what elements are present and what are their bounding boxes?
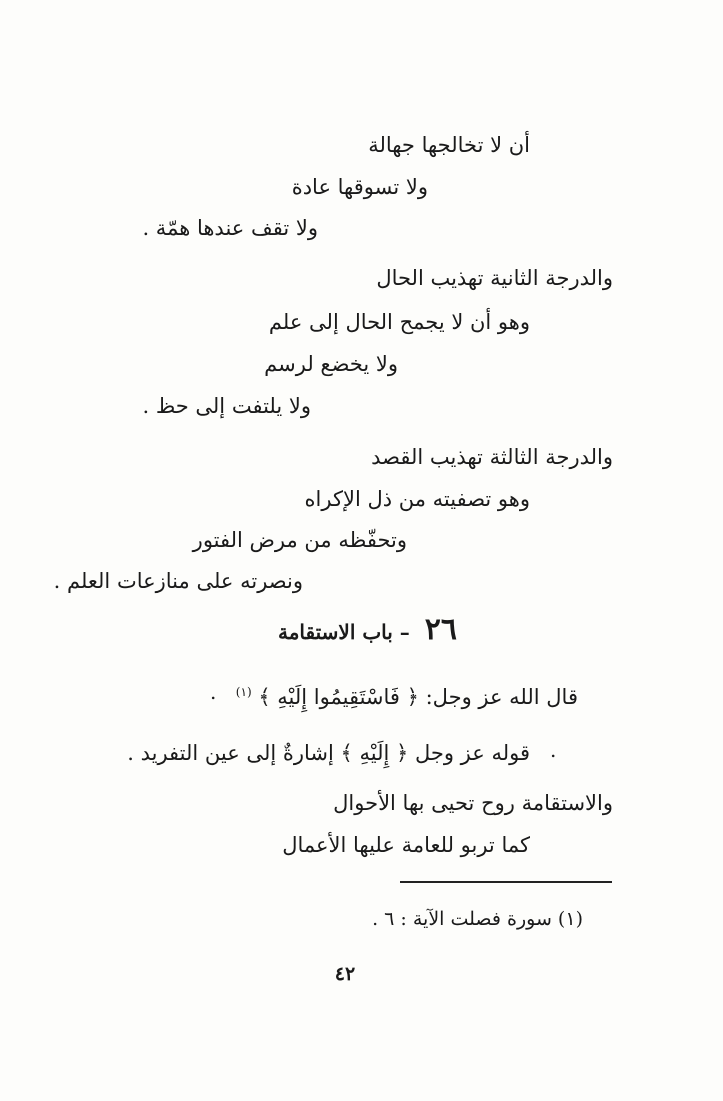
- text-line: وهو أن لا يجمح الحال إلى علم: [268, 310, 530, 334]
- commentary-line: قوله عز وجل ﴿ إِلَيْهِ ﴾ إشارةٌ إلى عين التفريد .: [127, 741, 530, 765]
- footnote-separator: [400, 881, 612, 883]
- verse-text: قال الله عز وجل: ﴿ فَاسْتَقِيمُوا إِلَيْهِ ﴾: [258, 685, 578, 709]
- verse-line: [236, 677, 578, 712]
- text-line: وهو تصفيته من ذل الإكراه: [304, 487, 530, 511]
- text-line: ونصرته على منازعات العلم .: [53, 569, 303, 593]
- text-line: أن لا تخالجها جهالة: [368, 133, 530, 157]
- text-line: ولا يخضع لرسم: [264, 352, 398, 376]
- page-number: ٤٢: [334, 963, 356, 985]
- text-line: ولا يلتفت إلى حظ .: [142, 394, 311, 418]
- chapter-heading: [277, 612, 457, 647]
- text-line: ولا تقف عندها همّة .: [142, 216, 318, 240]
- text-line: والدرجة الثالثة تهذيب القصد: [371, 445, 613, 469]
- text-line: وتحفّظه من مرض الفتور: [192, 528, 407, 552]
- footnote-reference: (١): [235, 685, 252, 699]
- text-line: ولا تسوقها عادة: [291, 175, 428, 199]
- bullet-mark: .: [550, 738, 557, 762]
- footnote-text: (١) سورة فصلت الآية : ٦ .: [372, 908, 583, 930]
- verse-end: .: [210, 680, 217, 704]
- chapter-number: ٢٦: [424, 612, 457, 647]
- text-line: والاستقامة روح تحيى بها الأحوال: [333, 791, 613, 815]
- text-line: كما تربو للعامة عليها الأعمال: [282, 833, 530, 857]
- chapter-title: – باب الاستقامة: [277, 620, 410, 644]
- text-line: والدرجة الثانية تهذيب الحال: [376, 266, 613, 290]
